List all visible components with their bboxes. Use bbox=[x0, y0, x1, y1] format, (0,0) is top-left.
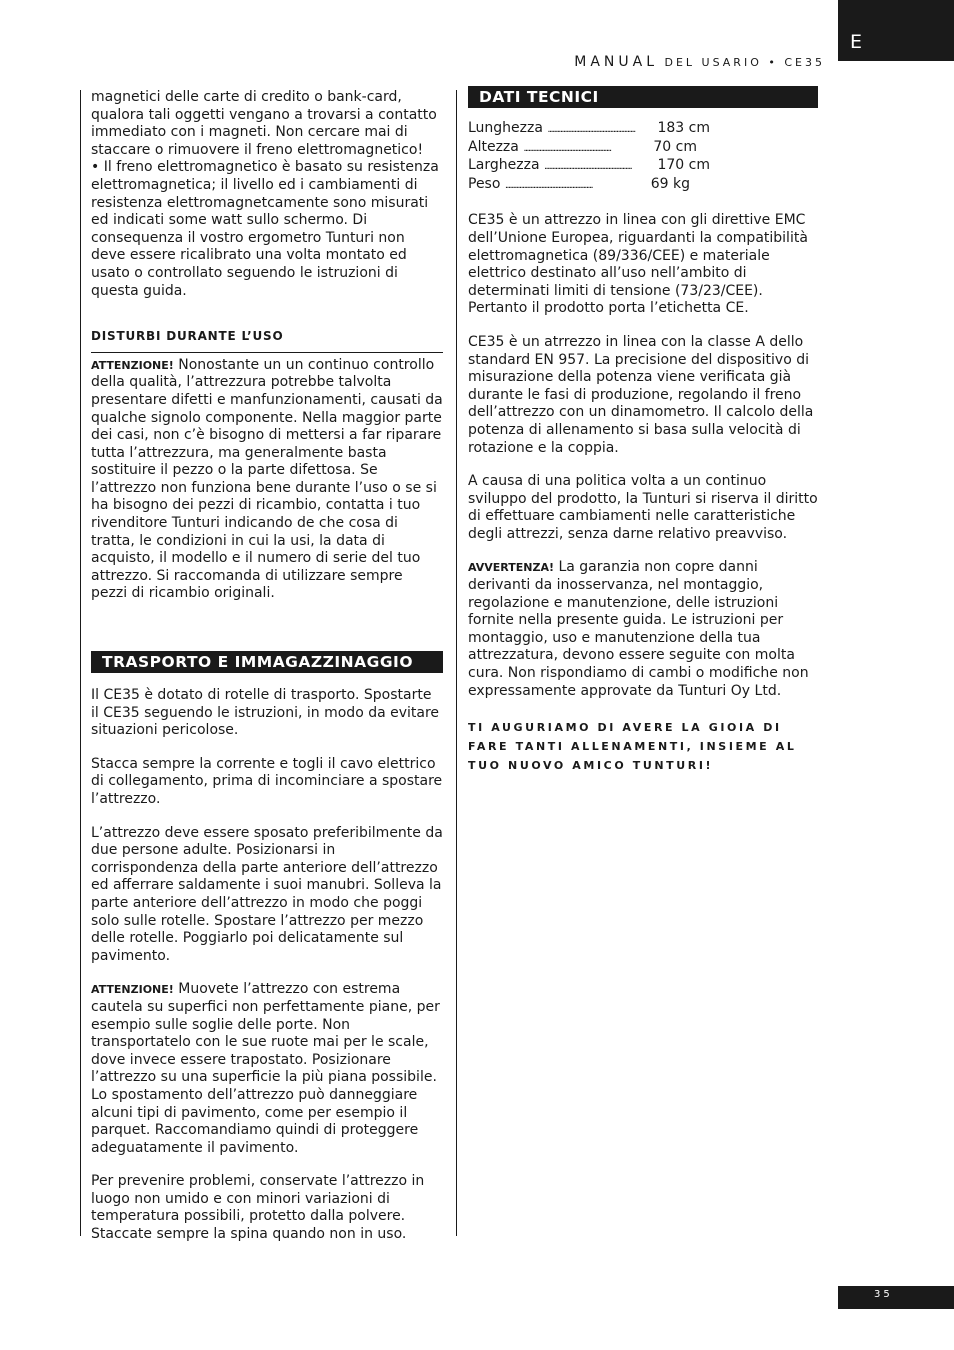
spec-row-altezza bbox=[468, 139, 697, 158]
spec-label: Larghezza bbox=[468, 157, 540, 174]
left-margin-rule bbox=[80, 90, 81, 1236]
spec-value: 69 kg bbox=[650, 175, 690, 192]
dati-tecnici-heading: DATI TECNICI bbox=[468, 86, 818, 108]
disturbi-text: Nonostante un un continuo controllo della qualità, l’attrezzura potrebbe talvolta presentare difetti e manfunzionamenti, causati da qualche signolo componente. Nella maggior parte dei casi, non c’è bisogno di mettersi a far riparare tutta l’attrezzura, ma generalmente basta sostituire il pezzo o la parte difettosa. Se l’attrezzo non funziona bene durante l’uso o se si ha bisogno dei pezzi di ricambio, contatta i tuo rivenditore Tunturi indicando de che cosa di tratta, le condizioni in cui la usi, la data di acquisto, il modello e il numero di serie del tuo attrezzo. Si raccomanda di utilizzare sempre pezzi di ricambio originali. bbox=[91, 356, 443, 602]
header-model: CE35 bbox=[784, 56, 825, 69]
spec-label: Altezza bbox=[468, 138, 519, 155]
bullet-text: Il freno elettromagnetico è basato su resistenza elettromagnetica; il livello ed i cambiamenti di resistenza elettromagnetcamente sono misurati ed indicati some watt sullo schermo. Di consequenza il vostro ergometro Tunturi non deve essere ricalibrato una volta montato ed usato o controllato seguendo le istruzioni di questa guida. bbox=[91, 159, 439, 299]
intro-paragraph: magnetici delle carte di credito o bank-card, qualora tali oggetti vengano a trovarsi a contatto immediato con i magneti. Non cercare mai di staccare o rimuovere il freno elettromagnetico! bbox=[91, 89, 437, 158]
right-column bbox=[468, 86, 818, 775]
attenzione-label-2: ATTENZIONE! bbox=[91, 983, 174, 997]
trasporto-heading: TRASPORTO E IMMAGAZZINAGGIO bbox=[91, 651, 443, 673]
header-bullet: • bbox=[768, 56, 778, 69]
disturbi-paragraph bbox=[91, 357, 443, 603]
en957-paragraph: CE35 è un atrrezzo in linea con la classe A dello standard EN 957. La precisione del dispositivo di misurazione della potenza viene verificata già durante le fasi di produzione, regolando il freno dell’attrezzo con un dinamometro. Il calcolo della potenza di allenamento si basa sulla velocità di rotazione e la coppia. bbox=[468, 333, 814, 456]
trasporto-paragraph-2: Stacca sempre la corrente e togli il cavo elettrico di collegamento, prima di incominciare a spostare l’attrezzo. bbox=[91, 755, 443, 807]
spec-value: 70 cm bbox=[653, 138, 697, 155]
trasporto-text-4: Muovete l’attrezzo con estrema cautela su superfici non perfettamente piane, per esempio sulle soglie delle porte. Non transportatelo con le sue ruote mai per le scale, dove invece essere trapostato. Posizionare l’attrezzo su una superficie la più piana possibile. Lo spostamento dell’attrezzo può danneggiare alcuni tipi di pavimento, come per esempio il parquet. Raccomandiamo quindi di proteggere adeguatamente il pavimento. bbox=[91, 981, 440, 1156]
trasporto-paragraph-1: Il CE35 è dotato di rotelle di trasporto. Spostarte il CE35 seguendo le istruzioni, in modo da evitare situazioni pericolose. bbox=[91, 687, 440, 739]
closing-message: TI AUGURIAMO DI AVERE LA GIOIA DI FARE TANTI ALLENAMENTI, INSIEME AL TUO NUOVO AMICO TUNTURI! bbox=[468, 721, 797, 773]
attenzione-label: ATTENZIONE! bbox=[91, 358, 174, 372]
spec-list bbox=[468, 120, 818, 194]
spec-row-larghezza bbox=[468, 157, 710, 176]
running-header bbox=[574, 54, 825, 70]
column-divider-rule bbox=[456, 90, 457, 1236]
header-subtitle: DEL USARIO bbox=[664, 56, 762, 69]
trasporto-paragraph-4 bbox=[91, 981, 443, 1157]
policy-paragraph: A causa di una politica volta a un continuo sviluppo del prodotto, la Tunturi si riserva il diritto di effettuare cambiamenti nelle caratteristiche degli attrezzi, senza darne relativo preavviso. bbox=[468, 473, 818, 542]
bullet-paragraph bbox=[91, 159, 443, 300]
header-manual: MANUAL bbox=[574, 54, 658, 70]
warranty-paragraph bbox=[468, 559, 818, 700]
bullet-dot: • bbox=[91, 159, 104, 176]
trasporto-paragraph-5: Per prevenire problemi, conservate l’attrezzo in luogo non umido e con minori variazioni di temperatura possibili, protetto dalla polvere. Staccate sempre la spina quando non in uso. bbox=[91, 1173, 425, 1243]
spec-row-lunghezza bbox=[468, 120, 710, 139]
section-tab bbox=[838, 0, 954, 61]
emc-paragraph: CE35 è un attrezzo in linea con gli direttive EMC dell’Unione Europea, riguardanti la compatibilità elettromagnetica (89/336/CEE) e materiale elettrico destinato all’uso nell’ambito di determinati limiti di tensione (73/23/CEE). Pertanto il prodotto porta l’etichetta CE. bbox=[468, 212, 808, 317]
avvertenza-label: AVVERTENZA! bbox=[468, 561, 555, 575]
disturbi-heading: DISTURBI DURANTE L’USO bbox=[91, 328, 443, 353]
spec-label: Lunghezza bbox=[468, 120, 543, 136]
page-number-box bbox=[838, 1286, 954, 1309]
warranty-text: La garanzia non copre danni derivanti da inosservanza, nel montaggio, regolazione e manutenzione, delle istruzioni fornite nella presente guida. Le istruzioni per montaggio, uso e manutenzione della tua attrezzatura, devono essere seguite con molta cura. Non rispondiamo di cambi o modifiche non expressamente approvate da Tunturi Oy Ltd. bbox=[468, 559, 809, 699]
spec-label: Peso bbox=[468, 175, 501, 192]
spec-value: 170 cm bbox=[657, 157, 710, 174]
left-column bbox=[91, 89, 443, 1244]
section-tab-letter: E bbox=[850, 31, 863, 53]
page-number: 35 bbox=[874, 1289, 893, 1300]
spec-row-peso bbox=[468, 176, 690, 195]
spec-value: 183 cm bbox=[657, 120, 710, 136]
trasporto-paragraph-3: L’attrezzo deve essere sposato preferibilmente da due persone adulte. Posizionarsi in corrispondenza della parte anteriore dell’attrezzo ed afferrare saldamente i suoi manubri. Solleva la parte anteriore dell’attrezzo in modo che poggi solo sulle rotelle. Spostare l’attrezzo per mezzo delle rotelle. Poggiarlo poi delicatamente sul pavimento. bbox=[91, 824, 443, 964]
